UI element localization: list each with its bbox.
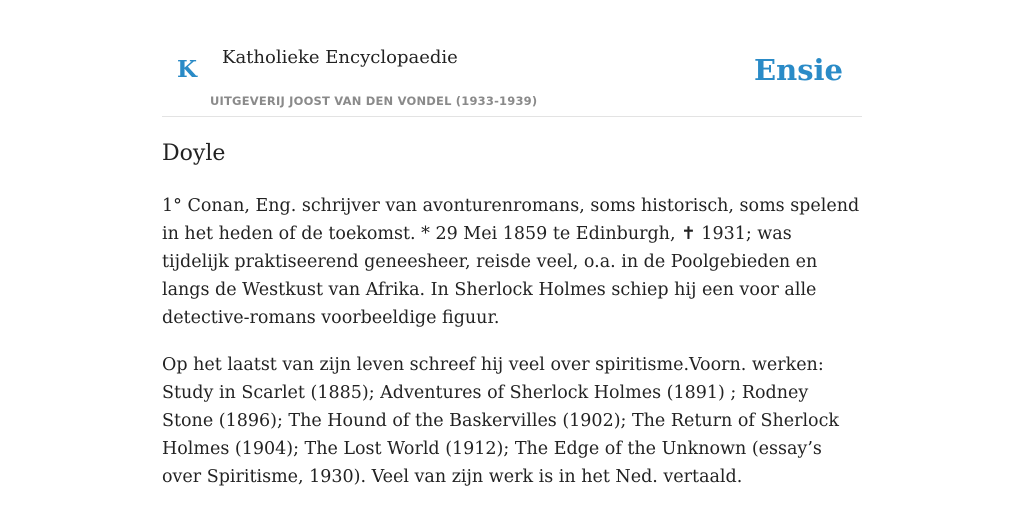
source-title-link[interactable]: Katholieke Encyclopaedie [222, 47, 458, 68]
ensie-logo-link[interactable]: Ensie [754, 53, 843, 87]
entry-title: Doyle [162, 141, 226, 166]
source-publisher: UITGEVERIJ JOOST VAN DEN VONDEL (1933-1939) [210, 94, 538, 108]
source-logo-icon[interactable]: K [177, 56, 197, 83]
entry-paragraph-1: 1° Conan, Eng. schrijver van avonturenromans, soms historisch, soms spelend in het heden of de toekomst. * 29 Mei 1859 te Edinburgh, ✝ 1931; was tijdelijk praktiseerend geneesheer, reisde veel, o.a. in de Poolgebieden en langs de Westkust van Afrika. In Sherlock Holmes schiep hij een voor alle detective-romans voorbeeldige figuur. [162, 196, 860, 328]
article-page [162, 0, 862, 512]
entry-paragraph-2: Op het laatst van zijn leven schreef hij veel over spiritisme.Voorn. werken: Study in Scarlet (1885); Adventures of Sherlock Holmes (1891) ; Rodney Stone (1896); The Hound of the Baskervilles (1902); The Return of Sherlock Holmes (1904); The Lost World (1912); The Edge of the Unknown (essay’s over Spiritisme, 1930). Veel van zijn werk is in het Ned. vertaald. [162, 355, 839, 487]
source-header [162, 0, 862, 117]
